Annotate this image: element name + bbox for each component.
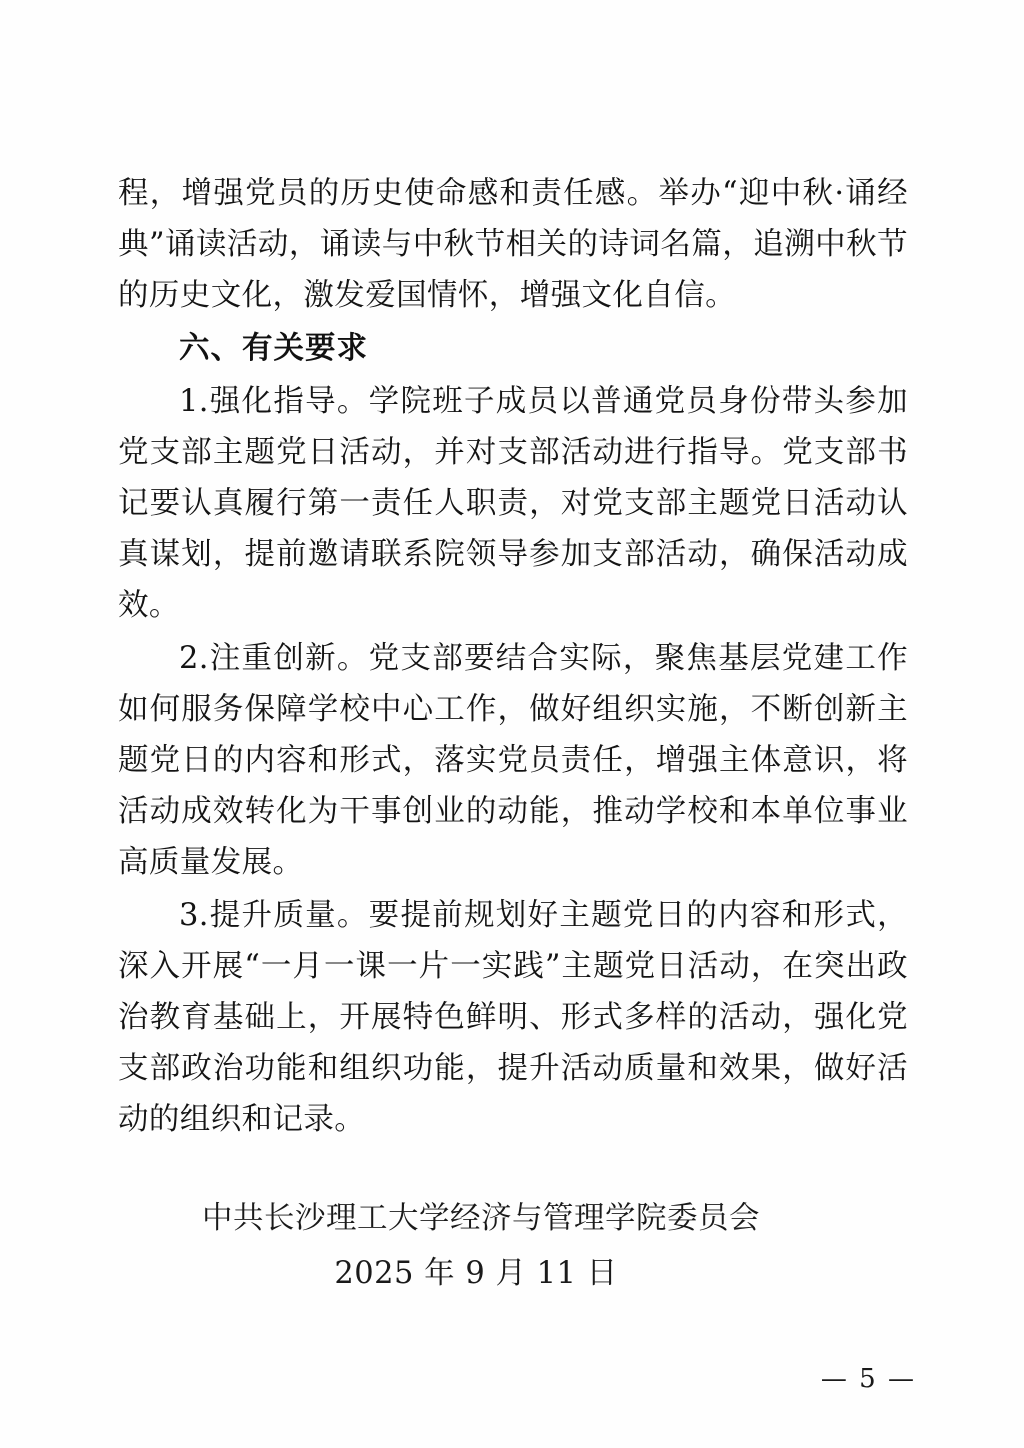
paragraph-item-strengthen-guidance: 1.强化指导。学院班子成员以普通党员身份带头参加党支部主题党日活动，并对支部活动进行指导。党支部书记要认真履行第一责任人职责，对党支部主题党日活动认真谋划，提前邀请联系院领导参加支部活动，确保活动成效。: [118, 384, 908, 623]
document-body: [118, 168, 908, 1301]
page-number: — 5 —: [820, 1364, 916, 1394]
issuing-organization: 中共长沙理工大学经济与管理学院委员会: [202, 1201, 760, 1236]
paragraph-item-improve-quality: 3.提升质量。要提前规划好主题党日的内容和形式，深入开展“一月一课一片一实践”主题党日活动，在突出政治教育基础上，开展特色鲜明、形式多样的活动，强化党支部政治功能和组织功能，提升活动质量和效果，做好活动的组织和记录。: [118, 898, 908, 1137]
issue-date: 2025 年 9 月 11 日: [334, 1256, 618, 1291]
signature-block: [118, 1191, 908, 1301]
paragraph-continued: 程，增强党员的历史使命感和责任感。举办“迎中秋·诵经典”诵读活动，诵读与中秋节相关的诗词名篇，追溯中秋节的历史文化，激发爱国情怀，增强文化自信。: [118, 176, 908, 313]
paragraph-item-focus-innovation: 2.注重创新。党支部要结合实际，聚焦基层党建工作如何服务保障学校中心工作，做好组织实施，不断创新主题党日的内容和形式，落实党员责任，增强主体意识，将活动成效转化为干事创业的动能，推动学校和本单位事业高质量发展。: [118, 641, 908, 880]
section-heading-requirements: 六、有关要求: [179, 331, 368, 366]
